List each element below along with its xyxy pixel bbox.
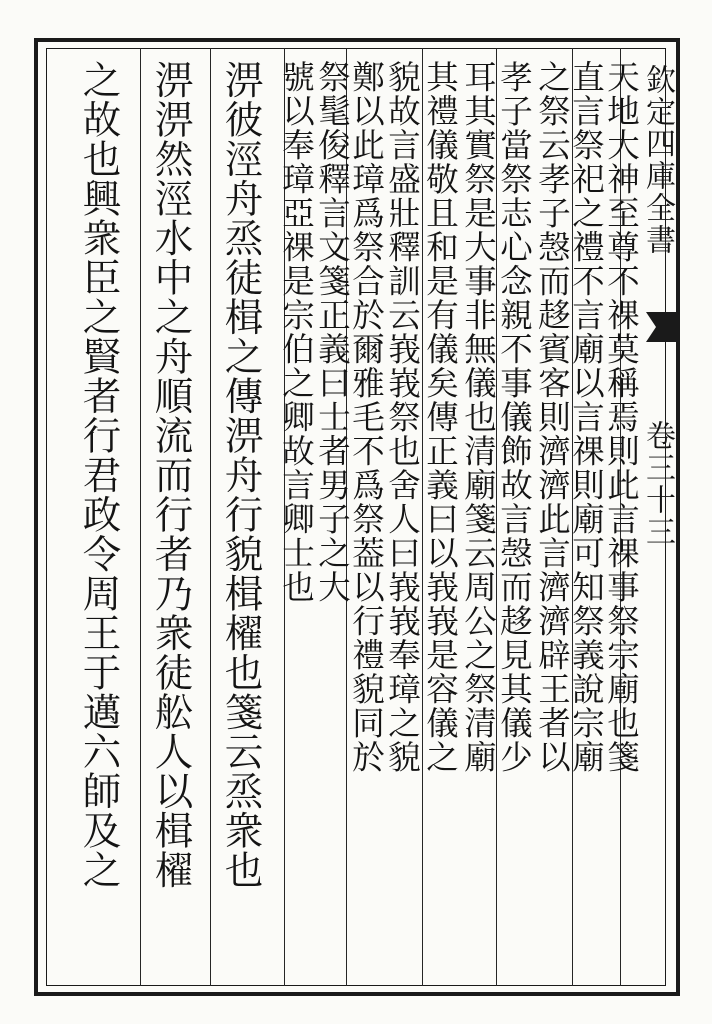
text-column-4: 孝子當祭志心念親不事儀飾故言愨而趍見其儀少	[495, 60, 534, 774]
fishtail-mark-icon	[646, 312, 680, 342]
margin-book-title: 欽定四庫全書	[640, 64, 675, 256]
text-column-10: 號以奉璋亞祼是宗伯之卿故言卿士也	[277, 60, 316, 604]
text-column-3: 之祭云孝子愨而趍賓客則濟濟此言濟濟辟王者以	[533, 60, 572, 774]
text-column-6: 其禮儀敬且和是有儀矣傳正義曰以峩峩是容儀之	[421, 60, 460, 774]
text-column-7: 貌故言盛壯釋訓云峩峩祭也舍人曰峩峩奉璋之貌	[383, 60, 422, 774]
text-column-12: 淠淠然涇水中之舟順流而行者乃衆徒舩人以楫櫂	[148, 60, 194, 890]
margin-volume-number: 卷三十三	[640, 420, 675, 548]
text-column-11: 淠彼涇舟烝徒楫之傳淠舟行貌楫櫂也箋云烝衆也	[218, 60, 264, 890]
text-column-1: 天地大神至尊不祼莫稱焉則此言祼事祭宗廟也箋	[602, 60, 641, 774]
column-rule	[210, 48, 211, 986]
text-column-8: 鄭以此璋爲祭合於爾雅毛不爲祭葢以行禮貌同於	[347, 60, 386, 774]
text-column-5: 耳其實祭是大事非無儀也清廟箋云周公之祭清廟	[459, 60, 498, 774]
column-rule	[140, 48, 141, 986]
text-column-13: 之故也興衆臣之賢者行君政令周王于邁六師及之	[76, 60, 122, 890]
text-column-9: 祭髦俊釋言文箋正義曰士者男子之大	[313, 60, 352, 604]
text-column-2: 直言祭祀之禮不言廟以言祼則廟可知祭義說宗廟	[567, 60, 606, 774]
